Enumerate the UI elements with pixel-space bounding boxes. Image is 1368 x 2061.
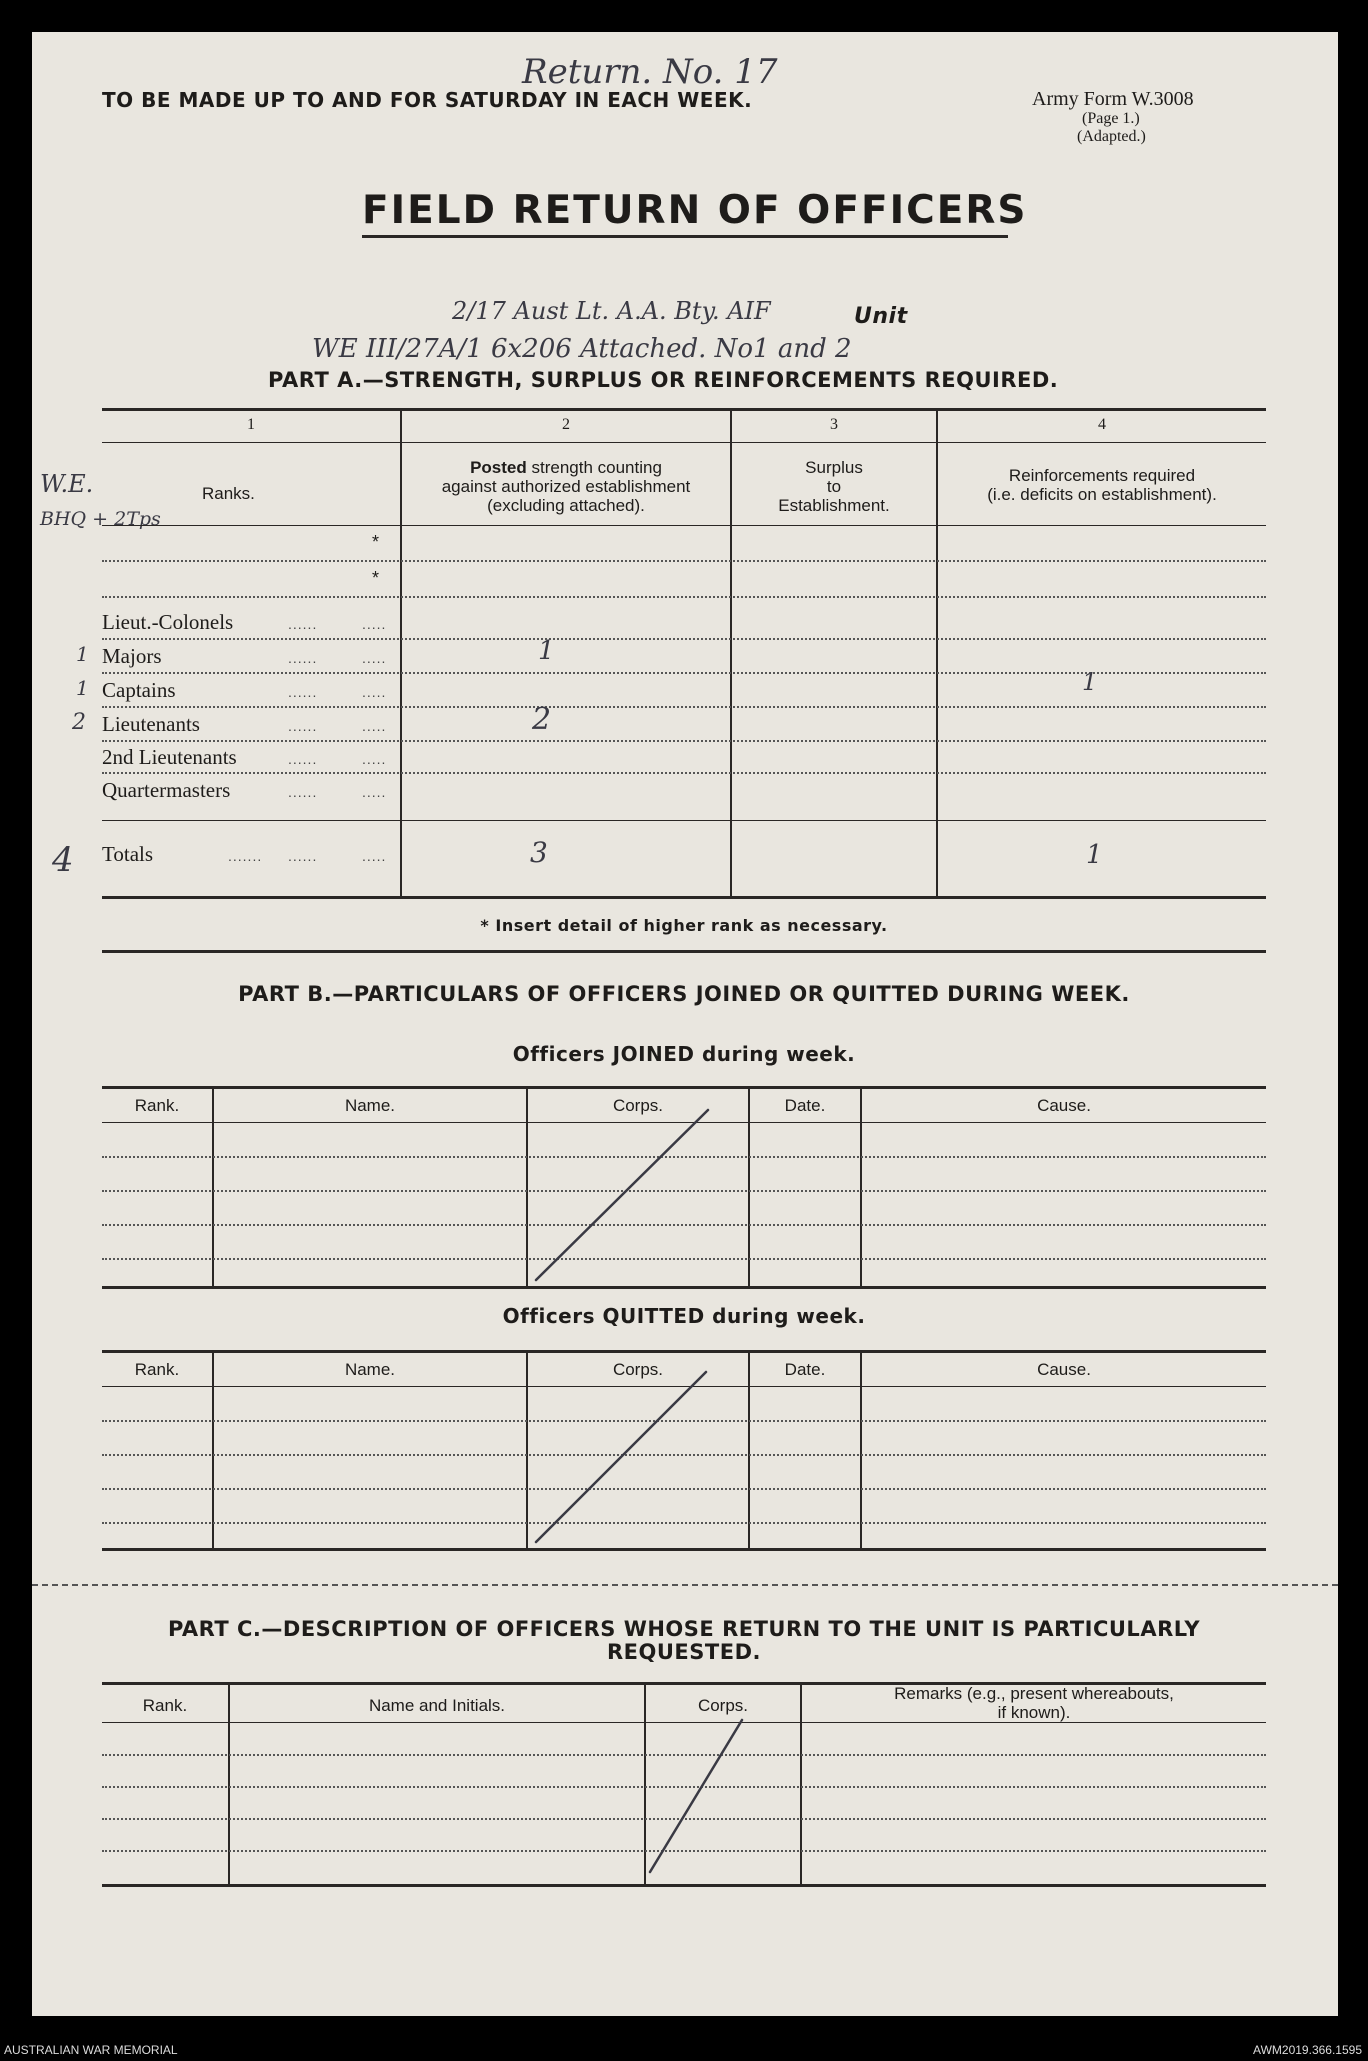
quitted-col-rank: Rank. — [134, 1360, 180, 1379]
dot-leader: ..... — [362, 650, 387, 666]
col2-posted-bold: Posted — [470, 458, 527, 477]
posted-lieutenants: 2 — [532, 702, 552, 737]
col2-header — [404, 458, 728, 515]
instruction-text: TO BE MADE UP TO AND FOR SATURDAY IN EACH WEEK. — [102, 88, 753, 112]
posted-total: 3 — [530, 836, 548, 869]
rank-label: Lieutenants — [102, 712, 200, 736]
row-rule-7 — [102, 772, 1266, 774]
part-c-remarks-line2: if known). — [997, 1703, 1071, 1722]
totals-top-rule — [102, 820, 1266, 821]
part-a-heading: PART A.—STRENGTH, SURPLUS OR REINFORCEMENTS REQUIRED. — [268, 368, 1059, 392]
col1-ranks-label: Ranks. — [202, 484, 255, 503]
col4-header — [938, 466, 1266, 504]
we-margin-handwritten: W.E. — [40, 470, 94, 498]
dot-leader: ..... — [362, 848, 387, 864]
bhq-margin-handwritten: BHQ + 2Tps — [40, 508, 161, 530]
joined-col-date: Date. — [784, 1096, 826, 1115]
dot-leader: ..... — [362, 751, 387, 767]
joined-heading: Officers JOINED during week. — [512, 1042, 856, 1066]
quitted-cancel-stroke — [522, 1366, 752, 1552]
unit-label: Unit — [854, 304, 908, 329]
reinf-total: 1 — [1086, 840, 1103, 870]
rank-label: Lieut.-Colonels — [102, 610, 234, 634]
quitted-top-rule — [102, 1350, 1266, 1353]
part-a-bottom-rule — [102, 896, 1266, 899]
dot-leader: ...... — [288, 848, 318, 864]
row-rule-3 — [102, 638, 1266, 640]
title-underline — [362, 235, 1008, 238]
col3-header-line2: to — [826, 477, 842, 496]
part-c-heading-line2: REQUESTED. — [607, 1640, 761, 1664]
quitted-heading: Officers QUITTED during week. — [502, 1304, 866, 1328]
form-number: Army Form W.3008 — [1032, 88, 1194, 110]
part-c-remarks-line1: Remarks (e.g., present whereabouts, — [894, 1684, 1174, 1703]
col-number-rule — [102, 442, 1266, 443]
adapted-label: (Adapted.) — [1077, 128, 1146, 145]
quitted-col-cause: Cause. — [1037, 1360, 1091, 1379]
col-number-3: 3 — [830, 416, 838, 433]
asterisk-1: * — [372, 532, 380, 552]
part-c-cancel-stroke — [642, 1712, 802, 1888]
part-b-heading: PART B.—PARTICULARS OF OFFICERS JOINED OR QUITTED DURING WEEK. — [238, 982, 1130, 1006]
part-c-col-corps: Corps. — [697, 1696, 749, 1715]
quitted-col-name: Name. — [344, 1360, 396, 1379]
archive-accession-number: AWM2019.366.1595 — [1253, 2043, 1362, 2057]
form-page — [32, 32, 1338, 2016]
part-a-vr1 — [400, 408, 402, 898]
posted-majors: 1 — [538, 636, 555, 666]
col2-header-line3: (excluding attached). — [487, 496, 645, 515]
row-rule-1 — [102, 560, 1266, 562]
col-header-rule — [102, 525, 1266, 526]
part-a-top-rule — [102, 408, 1266, 411]
col3-header-line3: Establishment. — [778, 496, 890, 515]
quitted-col-corps: Corps. — [612, 1360, 664, 1379]
dot-leader: ...... — [288, 784, 318, 800]
we-count-captains: 1 — [76, 676, 89, 700]
rank-label: Captains — [102, 678, 176, 702]
row-rule-5 — [102, 706, 1266, 708]
dot-leader: ...... — [288, 616, 318, 632]
col2-header-rest: strength counting — [531, 458, 662, 477]
dot-leader: ...... — [288, 751, 318, 767]
dot-leader: ..... — [362, 684, 387, 700]
unit-value-handwritten: 2/17 Aust Lt. A.A. Bty. AIF — [452, 297, 771, 325]
joined-col-rank: Rank. — [134, 1096, 180, 1115]
col2-header-line2: against authorized establishment — [441, 477, 691, 496]
quitted-col-date: Date. — [784, 1360, 826, 1379]
part-c-heading-line1: PART C.—DESCRIPTION OF OFFICERS WHOSE RETURN TO THE UNIT IS PARTICULARLY — [167, 1617, 1201, 1641]
col4-header-line1: Reinforcements required — [1008, 466, 1196, 485]
part-c-col-remarks — [802, 1684, 1266, 1722]
dot-leader: ...... — [288, 718, 318, 734]
quitted-vr4 — [860, 1350, 862, 1550]
part-c-col-rank: Rank. — [142, 1696, 188, 1715]
quitted-vr1 — [212, 1350, 214, 1550]
col4-header-line2: (i.e. deficits on establishment). — [987, 485, 1217, 504]
we-count-lieutenants: 2 — [72, 710, 86, 735]
col-number-4: 4 — [1098, 416, 1106, 433]
dot-leader: ....... — [228, 848, 263, 864]
totals-label: Totals — [102, 842, 154, 866]
rank-label: 2nd Lieutenants — [102, 745, 237, 769]
col3-header-line1: Surplus — [805, 458, 863, 477]
dot-leader: ...... — [288, 650, 318, 666]
col-number-1: 1 — [247, 416, 255, 433]
dot-leader: ..... — [362, 718, 387, 734]
row-rule-6 — [102, 740, 1266, 742]
rank-label: Quartermasters — [102, 778, 231, 802]
joined-top-rule — [102, 1086, 1266, 1089]
joined-col-corps: Corps. — [612, 1096, 664, 1115]
part-c-col-name: Name and Initials. — [368, 1696, 506, 1715]
rank-label: Majors — [102, 644, 162, 668]
col3-header — [732, 458, 936, 515]
part-a-close-rule — [102, 950, 1266, 953]
reinf-captains: 1 — [1082, 668, 1098, 696]
dot-leader: ..... — [362, 616, 387, 632]
part-a-footnote: * Insert detail of higher rank as necessary. — [480, 916, 888, 935]
return-number-handwritten: Return. No. 17 — [522, 52, 778, 92]
archive-credit: AUSTRALIAN WAR MEMORIAL — [4, 2043, 178, 2057]
asterisk-2: * — [372, 568, 380, 588]
we-count-majors: 1 — [76, 642, 89, 666]
joined-col-name: Name. — [344, 1096, 396, 1115]
dot-leader: ..... — [362, 784, 387, 800]
part-c-heading — [102, 1618, 1266, 1664]
joined-col-cause: Cause. — [1037, 1096, 1091, 1115]
tear-line — [32, 1584, 1338, 1586]
col-number-2: 2 — [562, 416, 570, 433]
we-note-handwritten: WE III/27A/1 6x206 Attached. No1 and 2 — [312, 334, 852, 364]
row-rule-2 — [102, 596, 1266, 598]
page-title: FIELD RETURN OF OFFICERS — [362, 188, 1028, 233]
page-label: (Page 1.) — [1082, 110, 1140, 127]
joined-cancel-stroke — [522, 1102, 752, 1288]
dot-leader: ...... — [288, 684, 318, 700]
we-total: 4 — [52, 840, 74, 880]
